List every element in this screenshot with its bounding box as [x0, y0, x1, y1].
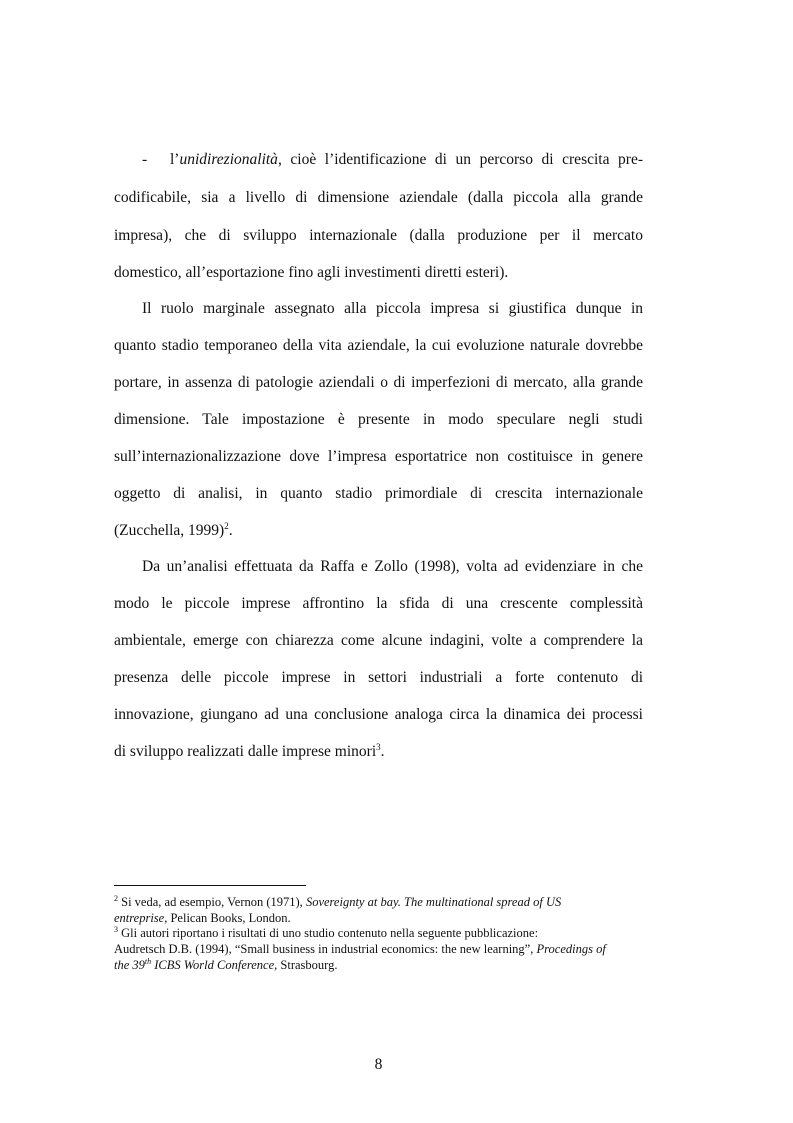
- text-span: Gli autori riportano i risultati di uno studio contenuto nella seguente pubblicazione:: [118, 926, 539, 940]
- paragraph-2-line-5: innovazione, giungano ad una conclusione analoga circa la dinamica dei processi: [114, 706, 643, 723]
- paragraph-1-line-1: Il ruolo marginale assegnato alla piccola impresa si giustifica dunque in: [142, 300, 643, 317]
- page-number: 8: [374, 1056, 383, 1073]
- footnote-2-line-1: [114, 895, 643, 910]
- paragraph-1-line-4: dimensione. Tale impostazione è presente in modo speculare negli studi: [114, 411, 643, 428]
- paragraph-1-line-5: sull’internazionalizzazione dove l’impresa esportatrice non costituisce in genere: [114, 448, 643, 465]
- emphasis-text: the 39: [114, 958, 145, 972]
- footnote-3-line-1: [114, 926, 643, 941]
- footnote-number: 2: [114, 894, 118, 903]
- footnote-number: 3: [114, 925, 118, 934]
- text-span: di sviluppo realizzati dalle imprese minori: [114, 743, 377, 760]
- paragraph-1-line-6: oggetto di analisi, in quanto stadio primordiale di crescita internazionale: [114, 485, 643, 502]
- text-span: , Pelican Books, London.: [164, 911, 291, 925]
- paragraph-1-line-3: portare, in assenza di patologie aziendali o di imperfezioni di mercato, alla grande: [114, 374, 643, 391]
- emphasis-text: ICBS World Conference,: [151, 958, 278, 972]
- text-span: l’: [170, 151, 180, 168]
- footnote-separator: [114, 885, 306, 886]
- paragraph-1-line-2: quanto stadio temporaneo della vita aziendale, la cui evoluzione naturale dovrebbe: [114, 337, 643, 354]
- paragraph-2-line-3: ambientale, emerge con chiarezza come alcune indagini, volte a comprendere la: [114, 632, 643, 649]
- bullet-line-3: impresa), che di sviluppo internazionale (dalla produzione per il mercato: [114, 227, 643, 244]
- bullet-line-4: domestico, all’esportazione fino agli investimenti diretti esteri).: [114, 264, 509, 281]
- emphasis-text: Procedings of: [536, 942, 606, 956]
- footnote-2-line-2: [114, 911, 643, 926]
- paragraph-1-line-7: [114, 521, 643, 541]
- bullet-line-2: codificabile, sia a livello di dimensione aziendale (dalla piccola alla grande: [114, 189, 643, 206]
- emphasis-text: Sovereignty at bay. The multinational spread of US: [305, 895, 562, 909]
- bullet-line-1: [170, 150, 643, 170]
- text-span: .: [380, 743, 385, 760]
- text-span: .: [228, 522, 233, 539]
- paragraph-2-line-4: presenza delle piccole imprese in settori industriali a forte contenuto di: [114, 669, 643, 686]
- paragraph-2-line-6: [114, 742, 643, 762]
- paragraph-2-line-1: Da un’analisi effettuata da Raffa e Zollo (1998), volta ad evidenziare in che: [142, 558, 643, 575]
- text-span: , cioè l’identificazione di un percorso di crescita pre-: [277, 151, 643, 168]
- paragraph-2-line-2: modo le piccole imprese affrontino la sfida di una crescente complessità: [114, 595, 643, 612]
- footnote-ref-3[interactable]: 3: [376, 742, 381, 752]
- bullet-dash: -: [142, 151, 148, 168]
- text-span: (Zucchella, 1999): [114, 522, 225, 539]
- ordinal-suffix: th: [144, 957, 152, 966]
- emphasis-text: entreprise: [114, 911, 165, 925]
- text-span: Strasbourg.: [277, 958, 338, 972]
- footnote-3-line-3: [114, 958, 643, 973]
- footnote-3-line-2: [114, 942, 643, 957]
- text-span: Audretsch D.B. (1994), “Small business in industrial economics: the new learning”,: [114, 942, 537, 956]
- text-span: Si veda, ad esempio, Vernon (1971),: [118, 895, 306, 909]
- emphasis-text: unidirezionalità: [179, 151, 278, 168]
- footnote-ref-2[interactable]: 2: [224, 521, 229, 531]
